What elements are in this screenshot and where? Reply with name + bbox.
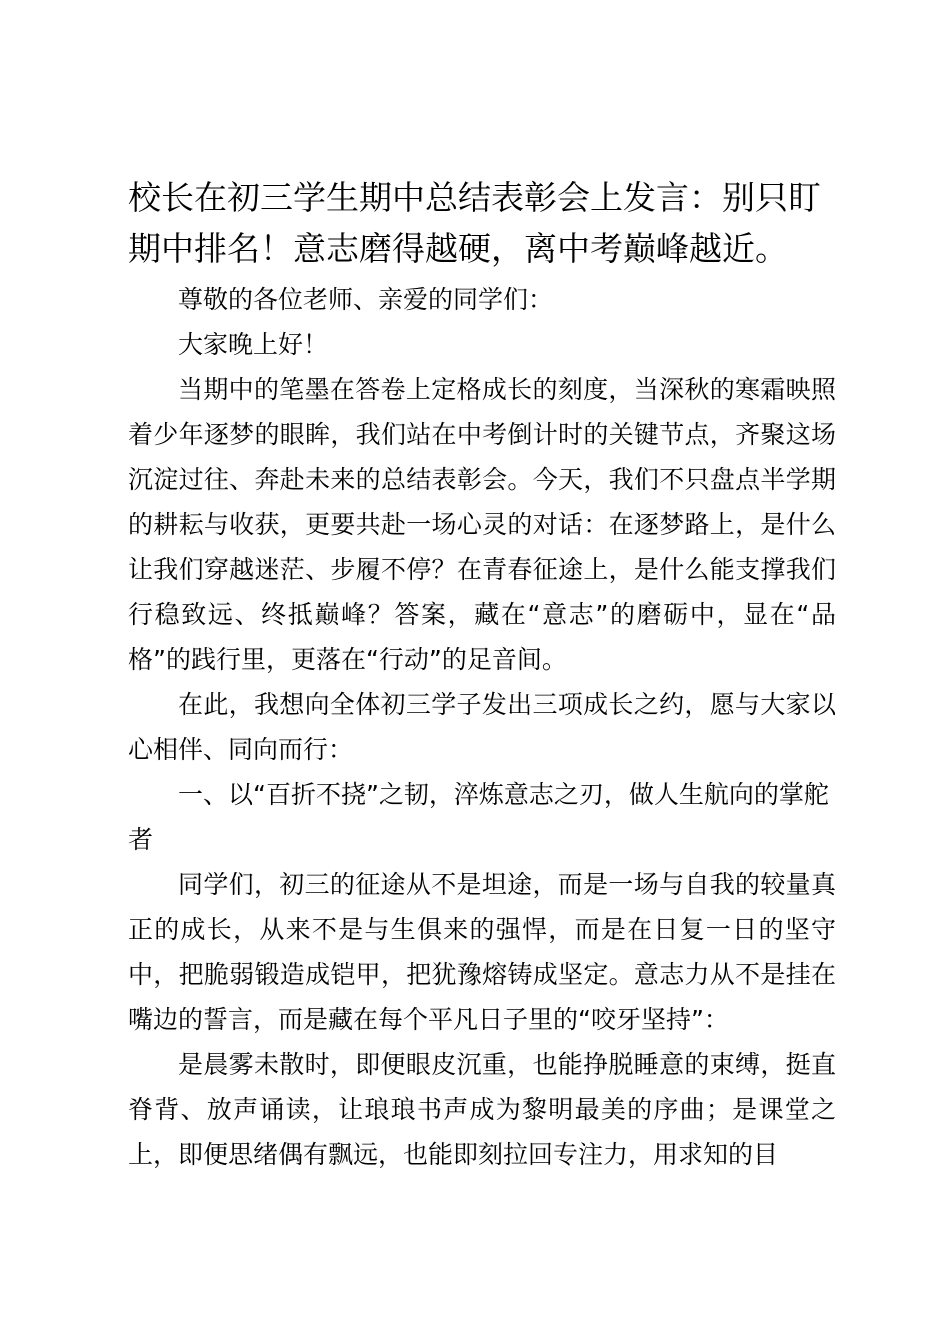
salutation: 尊敬的各位老师、亲爱的同学们：: [178, 285, 554, 314]
document-title: 校长在初三学生期中总结表彰会上发言：别只盯期中排名！意志磨得越硬，离中考巅峰越近。: [128, 178, 821, 268]
section-heading-1: 一、以“百折不挠”之韧，淬炼意志之刃，做人生航向的掌舵者: [128, 780, 829, 854]
body-paragraph-1: 同学们，初三的征途从不是坦途，而是一场与自我的较量真正的成长，从来不是与生俱来的强悍，而是在日复一日的坚守中，把脆弱锻造成铠甲，把犹豫熔铸成坚定。意志力从不是挂在嘴边的誓言，而是藏在每个平凡日子里的“咬牙坚持”：: [128, 870, 836, 1034]
greeting: 大家晚上好！: [178, 330, 329, 359]
body-paragraph-2: 是晨雾未散时，即便眼皮沉重，也能挣脱睡意的束缚，挺直脊背、放声诵读，让琅琅书声成为黎明最美的序曲；是课堂之上，即便思绪偶有飘远，也能即刻拉回专注力，用求知的目: [128, 1050, 836, 1169]
document-body: [128, 172, 836, 1177]
opening-paragraph: 当期中的笔墨在答卷上定格成长的刻度，当深秋的寒霜映照着少年逐梦的眼眸，我们站在中考倒计时的关键节点，齐聚这场沉淀过往、奔赴未来的总结表彰会。今天，我们不只盘点半学期的耕耘与收获，更要共赴一场心灵的对话：在逐梦路上，是什么让我们穿越迷茫、步履不停？在青春征途上，是什么能支撑我们行稳致远、终抵巅峰？答案，藏在“意志”的磨砺中，显在“品格”的践行里，更落在“行动”的足音间。: [128, 375, 836, 674]
intro-paragraph: 在此，我想向全体初三学子发出三项成长之约，愿与大家以心相伴、同向而行：: [128, 690, 836, 764]
